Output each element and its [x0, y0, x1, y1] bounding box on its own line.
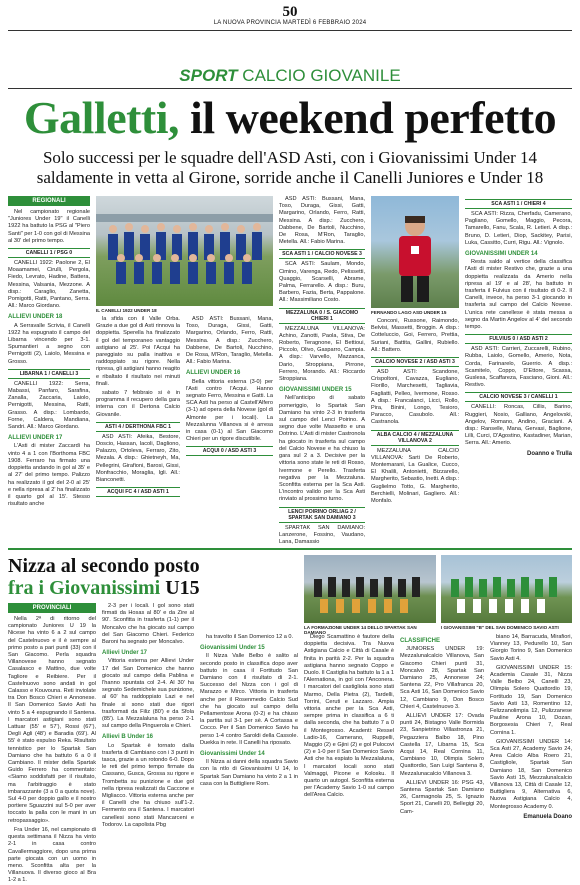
players-illustration [96, 196, 273, 306]
team-photo-san-domenico [441, 555, 572, 623]
standings-text: JUNIORES UNDER 19: Mezzalunalcalcio Villanova, San Giacomo Chieri punti 31, Moncalvo 28, Spartak San Damiano 25, Annonese 24; Santena 22, Pro Villafranca 20, Sca Asti 16, San Domenico Savio 12, Cambiano 9, Don Bosco Chieri 4, Castelnuovo 3. [400, 646, 484, 710]
second-headline-rest: U15 [165, 577, 200, 599]
bottom-column-2 [102, 603, 194, 828]
divider [8, 88, 572, 89]
match-result: CANELLI 1 / PSG 0 [8, 248, 90, 258]
category-heading: Allievi B Under 16 [102, 734, 154, 741]
article-text: A Serravalle Scrivia, il Canelli 1922 ha espugnato il campo del Libarna vincendo per 3-1. Spumantieri a segno con Pernigotti (2), Laiolo, Messina e Grosso. [8, 322, 90, 365]
lineup-text: ASD ASTI: Bussani, Mana, Toso, Duraga, Gissi, Gatti, Margarino, Orlando, Ferro, Ratti, Messina. A disp.: Zucchero, Dabbene, De Bartoli, Nucchino, De Rosa, M'Ron, Taraglio, Metella. All.: Fabio Marina. [279, 196, 365, 246]
players-illustration [304, 555, 436, 623]
headline-accent: Galletti, [23, 92, 180, 143]
lineup-text: ASD ASTI: Afeika, Bestore, Doscio, Hassan, Iacoli, Dagliono, Palazzo, Ortoleva, Ferraro, Zito, Mezala. A disp.: Ghietneyh, Ma, Pellegrini, Girafioni, Barosi, Gissi, Monfracchio, Moraglia, Igli. All.: Bianconetti. [96, 433, 180, 484]
lineup-text: CANELLI: Roncas, Cillis, Barino, Ruggieri, Nosio, Galliano, Angelovski, Angelov, Romano, Andino, Graciani. A disp.: Ranselle, Mana, Gervasi, Baglione, Lilli, Curci, D'Agostino, Kastadiner, Marian, Serra. All.: Amerio. [465, 404, 572, 447]
match-result: FULVIUS 0 / ASD ASTI 2 [465, 334, 572, 344]
match-result: ALBA CALCIO 4 / MEZZALUNA VILLANOVA 2 [371, 430, 459, 446]
column-2 [96, 316, 180, 544]
standings-text: GIOVANISSIMI UNDER 15: Academia Casale 31, Nizza Valle Belbo 24, Canelli 23, Olimpia Solero Quattordio 19, Fortitudo 19, San Domenico Savio Asti 13, Romentino 12, Felizzanolimpia 12, Pulizzanese Pauline Arona 10, Dozan, Borgosesia Chieri 7, Real Cornina 1. [490, 664, 572, 736]
article-text: L'Asti di mister Zaccardi ha vinto 4 a 1 con l'Borthoma FBC 1908. Ferraro ha firmato una doppietta andando in gol al 35' e al 27' del primo tempo. Palizzo ha realizzato il gol del 2-0 al 25' e nella ripresa al 2' ha finalizzato il quarto gol al 15'. Stesso risultato anche [8, 443, 90, 508]
subheadline: Solo successi per le squadre dell'ASD Asti, con i Giovanissimi Under 14 saldamente in vetta al Girone, sorride anche il Canelli Juniores e Under 18 [36, 148, 544, 187]
headline-rest: il weekend perfetto [190, 92, 557, 143]
match-result: ACQUI 0 / ASD ASTI 3 [186, 446, 273, 456]
article-text: Fra Under 16, nel campionato di questa settimana il Nizza ha vinto 2-1 in casa contro Cavallermaggiore, dopo una prima parte giocata con un uomo in meno. Sconfitta alta per la Villanuova. Il diverso gioco al Bra 1-2 a 1. [8, 826, 96, 884]
bottom-column-6 [490, 634, 572, 820]
article-text: ha travolto il San Domenico 12 a 0. [206, 634, 294, 640]
standings-text: biano 14, Barracuda, Mirafiori, Vianney 13, Pedurello 10, San Giorgio Torino 9, San Domenico Savio Asti 4. [490, 634, 572, 662]
divider [8, 30, 572, 31]
section-title [0, 66, 580, 86]
lineup-text: ASD ASTI: Carrieri, Zuccarelli, Rubino, Rubba, Laiolo, Gomello, Amerio, Nota, Corda, Farinarelo, Guerrio. A disp.: Scamitelo, Coppo, D'Ettore, Scassa, Guslesa, Scaffareza, Fasciano, Gioni. All.: Restivo. [465, 346, 572, 389]
category-heading: Giovanissimi Under 15 [200, 645, 265, 652]
column-3 [186, 316, 273, 544]
article-text: Resta saldo al vertice della classifica l'Asti di mister Restivo che, grazie a una doppietta realizzata da Amerio nella ripresa al 19' e al 28', ha battuto in trasferta il Fulvius con il risultato di 0-2. Il Canelli, invece, ha perso 3-1 giocando in trasferta sul campo del Calcio Novese. L'unica rete canellese è stata messa a segno da Martin Angelov al 4' del secondo tempo. [465, 259, 572, 331]
match-result: SCA ASTI 1 / CALCIO NOVESE 3 [279, 249, 365, 259]
lineup-text: SCA ASTI: Rizza, Cherfadu, Camerano, Pagliano, Gomello, Maggio, Pecora, Tamarello, Fanu, Scala, R. Letieri. A disp.: Bruno, D. Letieri, Diop, Sackitey, Parisi, Luka, Cassitto, Curri, Rigu. All.: Vignolo. [465, 211, 572, 246]
match-result: ACQUI FC 4 / ASD ASTI 1 [96, 487, 180, 497]
category-heading: ALLIEVI UNDER 18 [8, 314, 63, 321]
standings-text: ALLIEVI UNDER 17: Ovada punti 24, Bistagno Valle Bormida 23, Sanpietrino Villastronza 21, Pegazziera Balbo 18, Pino Castella 17, Libarna 15, Sca Acqui 14, Real Cornina 11, Cambiano 10, Olimpia Solero Quattordio, San Luigi Santena 8, Mezzalunacalcio Villanova 3. [400, 713, 484, 777]
standings-heading: CLASSIFICHE [400, 638, 441, 644]
bottom-column-4 [304, 634, 394, 815]
category-heading: ALLIEVI UNDER 17 [8, 435, 63, 442]
category-heading: ALLIEVI UNDER 16 [186, 370, 241, 377]
section-sport: SPORT [179, 66, 238, 85]
players-illustration [441, 555, 572, 623]
lineup-text: ASD ASTI: Scandone, Crispoltoni, Cavazza, Eugliano, Fiorillo, Marchesetti, Tagliavia, Fagliatti, Pelleo, Ivermone, Rosso. A disp.: Francalanci, Licci, Rollo, Pira, Binini, Longo, Tesioro, Paracco, Casubolo. All.: Castranola. [371, 369, 459, 426]
photo-caption: I GIOVANISSIMI "B" DEL SAN DOMENICO SAVIO ASTI [441, 625, 559, 630]
photo-caption: IL CANELLI 1922 UNDER 18 [96, 308, 157, 313]
match-result: CALCIO NOVESE 2 / ASD ASTI 3 [371, 357, 459, 367]
section-name: CALCIO GIOVANILE [242, 66, 401, 85]
page-number: 50 [282, 4, 298, 20]
column-5 [371, 318, 459, 544]
bottom-column-3 [200, 634, 298, 815]
bottom-column-5 [400, 634, 484, 815]
team-photo-spartak [304, 555, 436, 623]
column-4 [279, 196, 365, 544]
section-divider [8, 548, 572, 550]
lineup-text: SPARTAK SAN DAMIANO: Lanzerone, Fossino, Vaudano, Lana, Damassio [279, 524, 365, 545]
article-text: Lo Spartak è tornato dalla trasferta di Cambiano con i 3 punti in tasca, grazie a un rotondo 6-0. Dopo le reti del primo tempo firmate da Cassano, Gusca, Grossa su rigore e Trombetta su punizione e due gol nella ripresa realizzati da Caccone e Migliacco. Vittoria esterna anche per il Canelli che ha chiuso sull'1-2. Fermento ora il Santena. I marcatori canellesi sono stati Mancarceni e Todorov. La capolista Pbg [102, 742, 194, 828]
team-photo-canelli [96, 196, 273, 306]
article-text: Bella vittoria esterna (3-0) per l'Asti contro l'Acqui. Hanno segnato Ferro, Messina e Gatti. La SCA Asti ha perso al Castell'Alfero (3-1) ad opera della Novese (gol di Almonte per i locali). La Mezzalunna Villanova si è arresa in casa (0-1) al San Giacomo Chieri per un rigore discutibile. [186, 378, 273, 443]
lineup-text: ASD ASTI: Bussani, Mana, Toso, Duraga, Gissi, Gatti, Margarino, Orlando, Ferro, Ratti, Messina. A disp.: Zucchero, Dabbene, De Bartoli, Nucchino, De Rosa, M'Ron, Taraglio, Metella. All.: Fabio Marina. [186, 316, 273, 366]
match-result: MEZZALUNA 0 / S. GIACOMO CHIERI 1 [279, 308, 365, 324]
category-heading: Giovanissimi Under 14 [200, 751, 265, 758]
player-illustration [371, 196, 459, 308]
category-heading: GIOVANISSIMI UNDER 14 [465, 251, 538, 258]
byline: Emanuela Doano [523, 813, 572, 820]
lineup-text: SCA ASTI: Saulam, Mondo, Cimino, Varenga, Redo, Pelissetti, Quaggio, Scarselli, Abrame, Palma, Ferrarello. A disp.: Buru, Barbero, Fazia, Berta, Pappalone. All.: Massimiliano Costo. [279, 261, 365, 304]
standings-text: GIOVANISSIMI UNDER 14: Sca Asti 27, Academy Savio 24, Area Calcio Alba Roero 21, Castigliole, Spartak San Damiano 18, San Domenico Savio Asti 15, Mezzalunalcalcio Villanova 13, Città di Casale 12, Buttigliera 9, Alternativa 6, Nuova Astigiana Calcio 4, Montegrosso Academy 0. [490, 738, 572, 810]
article-text: 2-3 per i locali. I gol sono stati firmati da Hosas al 80' e da Zire al 90'. Sconfitta in trasferta (1-1) per il Moncalvo che ha giocato sul campo del San Giacomo Chieri. Federico Baroni ha segnato per Moncalvo. [102, 603, 194, 646]
article-text: la sfida con il Valle Orba. Grazie a due gol di Asti rinnova la doppietta. Sperella ha finalizzato il gol del temporaneo vantaggio astigiano al 25'. Poi l'Acqui ha pareggiato su palla inattiva e raddoppiato su rigore. Nella ripresa, gli astigiani hanno reagito e ribaltato il risultato nei minuti finali. [96, 316, 180, 387]
byline: Doanno e Trulla [526, 450, 572, 457]
category-heading: GIOVANISSIMI UNDER 15 [279, 387, 352, 394]
photo-caption: LA FORMAZIONE UNDER 14 DELLO SPARTAK SAN DAMIANO [304, 625, 417, 635]
main-headline [0, 92, 580, 144]
left-column [8, 196, 90, 543]
match-result: SCA ASTI 1 / CHIERI 4 [465, 199, 572, 209]
photo-caption: FERNANDO LAGO ASD UNDER 15 [371, 310, 447, 315]
lineup-text: CANELLI 1922: Paolone 2, El Moaamamei, Cirulli, Pergola, Fiedo, Levrato, Hadine, Battera, Messina, Valsania, Mezzone. A disp.: Caraglio, Zanetta, Pomigotti, Ratti, Pantano, Serra. All.: Marco Giordano. [8, 260, 90, 310]
article-text: Nella 2ª di ritorno del campionato Juniores U 19 la Nicese ha vinto 6 a 2 sul campo del Castelnuovo e il è sempre al primo posto a pari punti (33) con il San Giacomo. Perla squadra Villanovese hanno segnato Casalasco e Mattino, due volte Tagliore e Reibiere. Per il Castelnuovo sono andati in gol Calasso e Kouvouna. Reti inviolate tra Don Bosco Chieri e Annonese. Il San Domenico Savio Asti ha vinto 5 a 4 espugnando il Santena. I marcatori astigiani sono stati Lattuar (55' e 57'), Rossi (67'), Degli Agli (48') e Baradia (69'). Al 55' è stato espulso Reka. Risultato tennistico per lo Spartak San Damiano che ha battuto 6 a 0 il Cambiano. Il mister della Spartak Guido Ferrero ha commentato: «Siamo soddisfatti per il risultato, ma l'arbitraggio è stato imbarazzante (3 a 0 a quota nove). Sul 4-0 per doppio gallo e il nostro portiere Sguazzini sul 5-0 per aver toccato la palla con le mani in un retropassaggio». [8, 616, 96, 824]
player-photo [371, 196, 459, 308]
column-6 [465, 196, 572, 544]
article-text: Conconi, Russone, Raimondo, Belvisi, Massetti, Broggin. A disp.: Cotteluccio, Goi, Ferrero, Prettia, Suriani, Battita, Gallini, Rubiello. All.: Battero. [371, 318, 459, 353]
second-headline-line2 [8, 577, 298, 599]
standings-text: ALLIEVI UNDER 16: PSG 43, Santena Spartak San Damiano 26, Carmagnola 25, S. Ignazio Sport 21, Canelli 20, Bellegigi 20, Cam- [400, 779, 484, 815]
category-heading: Allievi Under 17 [102, 650, 148, 657]
article-text: Nel campionato regionale "Juniores Under 19" il Canelli 1922 ha battuto la PSG al "Piero Santi" per 1-0 con gol di Messina al 30' del primo tempo. [8, 209, 90, 244]
match-result: LIBARNA 1 / CANELLI 3 [8, 369, 90, 379]
regionali-box: REGIONALI [8, 196, 90, 206]
match-result: LENCI POIRINO ORLIAG 2 / SPARTAK SAN DAMIANO 3 [279, 507, 365, 523]
article-text: Il Nizza ai danni della squadra Savio con la ntlo di Giovanissimi U 14, lo Spartak San Damiano ha vinto 2 a 1 in casa con la Buttigliere Rom. [200, 759, 298, 787]
article-text: Il Nizza Valle Belbo è salito al secondo posto in classifica dopo aver battuto in casa il Fortitudo San Damiano con il risultato di 2-1. Successo del Nizza con i gol di Marazzo e Mirco. Vittoria in trasferta anche per il Rosenmedio Calcio Sud che ha giocato sul campo della Pellamentose Arona (0-2) e ha chiuso la partita sul 3-1 per sè. A Cortassa e Cocco. Per il San Domenico Savio ha perso 1-4 contro Saroldi della Cassole. Duekka in rete. Il Canelli ha riposato. [200, 653, 298, 746]
lineup-text: CANELLI 1922: Serra, Mabassi, Panfaro, Sarafina, Zanalla, Zaccaria, Laiolo, Pernigotti, Messina, Ratti, Grasso. A disp.: Lombardo, Forne, Caldera, Mandiana, Sandri. All.: Marco Giordano. [8, 380, 90, 431]
article-text: Diego Scamattino è fautore della doppietta decisiva. Tra Nuova Astigiana Calcio e Città di Casale è finita in parità 2-2. Per la squadra astigiana hanno segnato Coppo e Duolo. Il Castiglia ha battuto la 1 a 1 l'Alernationa, in gol con l'Anconera. I marcatori del castigliola sono stati Marmo, Della Pietra (2), Tardelli, Torrini, Ceruti e Lazzaro. Ampia vittoria anche per la Sca Asti, sempre prima in classifica a 6 ti dalla seconda, che ha battuto 7 a 0 il Montegrosso. Acadenti: Ressel Ladio-16, Camerano, Ruppelli, Maggio (2) e Gjini (2) e gol Pulocovi (2) e 1-0 per il San Domenico Savio Asti che ha espiato la Mezzalaluna, I marcatori locali sono stati Valmaggi, Picone e Kolosku. Il quarto un autogol. Sconfitta esterna per l'Academy Savio 1-0 sul campo dell'Area Calcio. [304, 634, 394, 799]
bottom-column-1 [8, 603, 96, 884]
lineup-text: MEZZALUNA VILLANOVA: Achino, Zanotti, Paola, Stiva, De Roberto, Teragnone, El Bettioui, Piccolo, Olivo, Gasparro, Campia. A disp.: Varvello, Mazzanca, Dario, Stroppiana, Pirrone, Ferrero, Morando. All.: Riccardo Stroppiana. [279, 325, 365, 383]
lineup-text: MEZZALUNA CALCIO VILLANOVA: Sarti De Roberto, Montemarani, La Gualice, Cucco, El Khalili, Antonietti, Bizzarello, Margherito, Sebastio, Inetti. A disp.: Guglielmo Totto, G. Margherito, Berchielli, Molinari, Gagliero. All.: Monfalo. [371, 447, 459, 505]
match-result: CALCIO NOVESE 3 / CANELLI 1 [465, 392, 572, 402]
match-result: ASTI 4 / DERTHONA FBC 1 [96, 422, 180, 432]
article-text: sabato 7 febbraio si è in programma il recupero della gara interna con il Dertona Calcio Giovanile. [96, 390, 180, 418]
article-text: Vittoria esterna per Allievi Under 17 del San Domenico che hanno giocato sul campo della Pablina e l'hanno spuntata col 2-4. Al 30' ha segnato Sedemichele sua punizione, al 60' ha raddoppiato Lazi e nel finale si sono stati due rigori trasformati da Filiz (80') e da Sfola (85'). La Mezzalaluna ha perso 2-1 sul campo della Pinguerola e Chieri. [102, 658, 194, 730]
second-headline-accent: fra i Giovanissimi [8, 577, 161, 599]
second-headline-line1: Nizza al secondo posto [8, 555, 200, 577]
dateline: LA NUOVA PROVINCIA MARTEDÌ 6 FEBBRAIO 2024 [213, 20, 367, 26]
second-headline [8, 555, 298, 599]
provinciali-box: PROVINCIALI [8, 603, 96, 613]
article-text: Nell'anticipo di sabato pomeriggio, lo Spartak San Damiano ha vinto 2-3 in trasferta sul campo del Lenci Poirino. A segno due volte Massetto e una Dotrino. L'Asti di mister Castronola ha giocato in trasferta sul campo del Calcio Novese e ha chiuso la gara sul 2 a 3. Decisive per la vittoria sono state le reti di Rosso, Ivermone e Perello. Trasferta negativa per la Mezzaluna. Sconfitta esterna per la Sca Asti. L'incontro valido per la Sca Asti rinviato al prossimo turno. [279, 395, 365, 503]
